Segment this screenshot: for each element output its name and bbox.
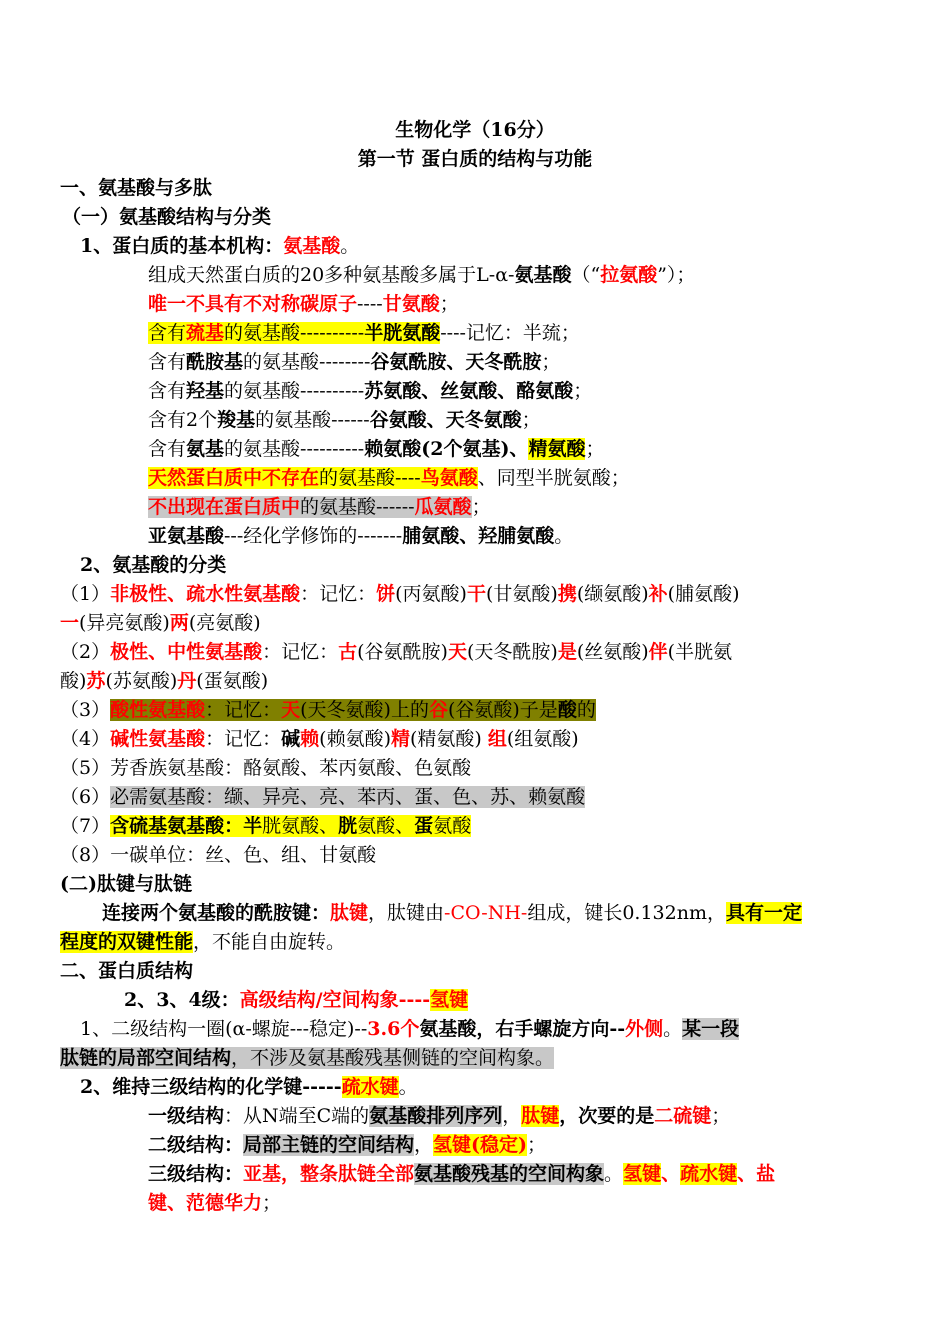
list-item: 二级结构：局部主链的空间结构，氢键(稳定)； <box>148 1134 547 1156</box>
list-item: （2）极性、中性氨基酸：记忆：古(谷氨酰胺)天(天冬酰胺)是(丝氨酸)伴(半胱氨 <box>60 641 733 663</box>
list-item: （5）芳香族氨基酸：酪氨酸、苯丙氨酸、色氨酸 <box>60 757 472 779</box>
list-item: 不出现在蛋白质中的氨基酸------瓜氨酸； <box>148 496 491 518</box>
paragraph-line: 程度的双键性能，不能自由旋转。 <box>60 931 346 953</box>
list-item: （1）非极性、疏水性氨基酸：记忆：饼(丙氨酸)干(甘氨酸)携(缬氨酸)补(脯氨酸) <box>60 583 740 605</box>
list-item: 含有2个羧基的氨基酸------谷氨酸、天冬氨酸； <box>148 409 541 431</box>
list-item: 键、范德华力； <box>148 1192 282 1214</box>
list-item: 一(异亮氨酸)两(亮氨酸) <box>60 612 261 634</box>
heading-2: 二、蛋白质结构 <box>60 960 194 982</box>
list-item: 天然蛋白质中不存在的氨基酸----鸟氨酸、同型半胱氨酸； <box>148 467 630 489</box>
list-item: 酸)苏(苏氨酸)丹(蛋氨酸) <box>60 670 269 692</box>
list-item: （4）碱性氨基酸：记忆：碱赖(赖氨酸)精(精氨酸) 组(组氨酸) <box>60 728 579 750</box>
list-item: 三级结构：亚基，整条肽链全部氨基酸残基的空间构象。氢键、疏水键、盐 <box>148 1163 776 1185</box>
list-item: 1、蛋白质的基本机构：氨基酸。 <box>80 235 360 257</box>
heading-1: 一、氨基酸与多肽 <box>60 177 213 199</box>
list-item: 1、二级结构一圈(α-螺旋---稳定)--3.6个氨基酸，右手螺旋方向--外侧。某一段 <box>80 1018 740 1040</box>
list-item: 2、3、4级：高级结构/空间构象----氢键 <box>124 989 469 1011</box>
paragraph-line: 连接两个氨基酸的酰胺键：肽键，肽键由-CO-NH-组成，键长0.132nm，具有一定 <box>102 902 802 924</box>
list-item: 亚氨基酸---经化学修饰的-------脯氨酸、羟脯氨酸。 <box>148 525 574 547</box>
list-item: （8）一碳单位：丝、色、组、甘氨酸 <box>60 844 377 866</box>
list-item: 2、氨基酸的分类 <box>80 554 227 576</box>
list-item: 组成天然蛋白质的20多种氨基酸多属于L-α-氨基酸（“拉氨酸”）； <box>148 264 696 286</box>
list-item: 含有巯基的氨基酸----------半胱氨酸----记忆：半巯； <box>148 322 580 344</box>
list-item: 含有羟基的氨基酸----------苏氨酸、丝氨酸、酪氨酸； <box>148 380 593 402</box>
list-item: 肽链的局部空间结构，不涉及氨基酸残基侧链的空间构象。 <box>60 1047 555 1069</box>
list-item: 2、维持三级结构的化学键-----疏水键。 <box>80 1076 418 1098</box>
list-item: （7）含硫基氨基酸：半胱氨酸、胱氨酸、蛋氨酸 <box>60 815 472 837</box>
section-title: 第一节 蛋白质的结构与功能 <box>357 148 593 170</box>
list-item: 一级结构：从N端至C端的氨基酸排列序列，肽键，次要的是二硫键； <box>148 1105 731 1127</box>
doc-title: 生物化学（16分） <box>395 119 555 141</box>
list-item: （3）酸性氨基酸：记忆：天(天冬氨酸)上的谷(谷氨酸)子是酸的 <box>60 699 596 721</box>
list-item: 含有酰胺基的氨基酸--------谷氨酰胺、天冬酰胺； <box>148 351 561 373</box>
heading-1-1: （一）氨基酸结构与分类 <box>62 206 272 228</box>
heading-1-2: (二)肽键与肽链 <box>60 873 192 895</box>
list-item: （6）必需氨基酸：缬、异亮、亮、苯丙、蛋、色、苏、赖氨酸 <box>60 786 586 808</box>
list-item: 唯一不具有不对称碳原子----甘氨酸； <box>148 293 459 315</box>
list-item: 含有氨基的氨基酸----------赖氨酸(2个氨基)、精氨酸； <box>148 438 605 460</box>
